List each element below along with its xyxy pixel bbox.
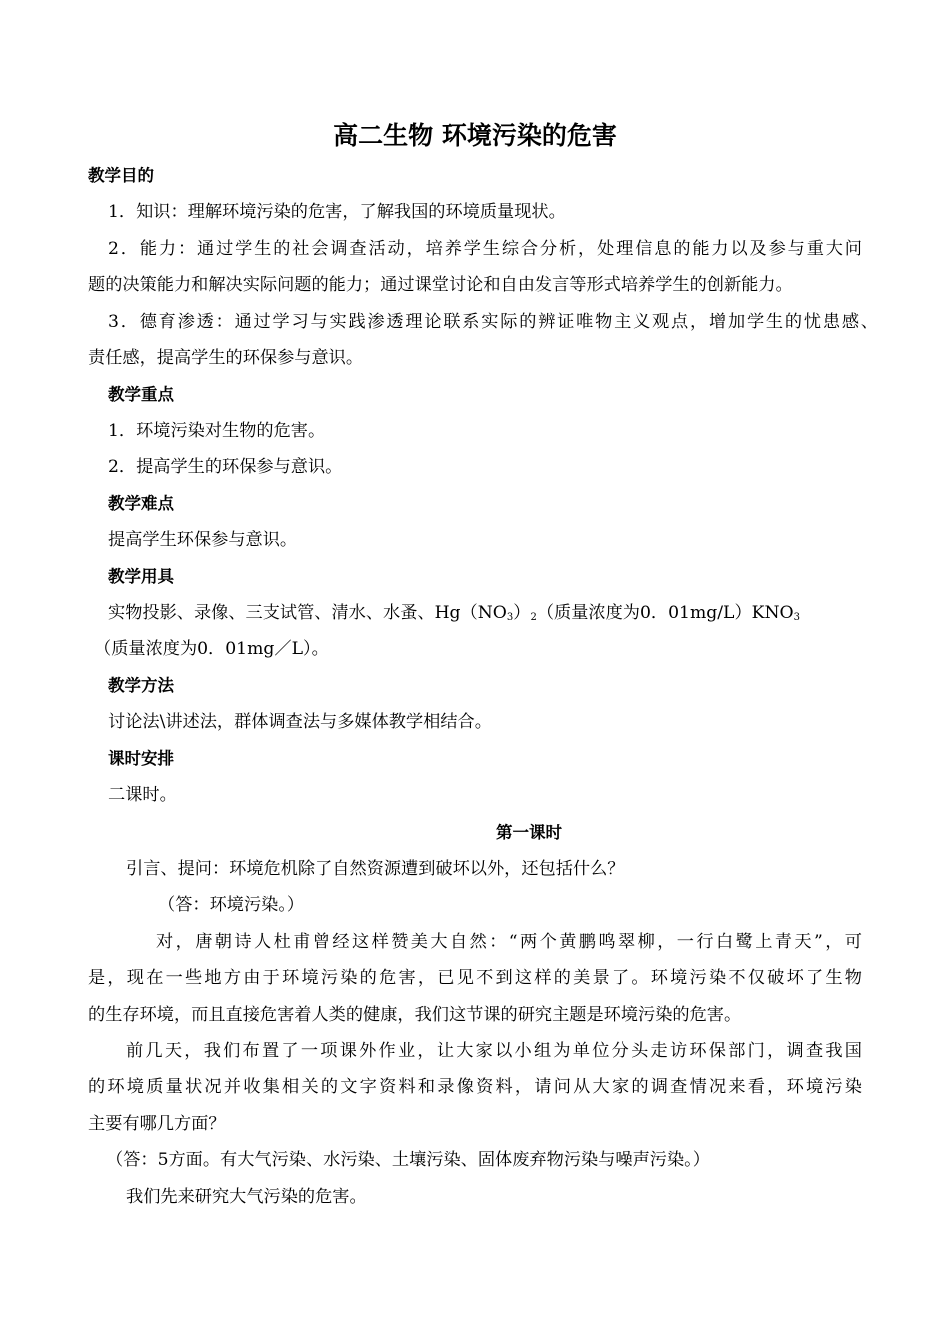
- lesson-1-para-4: 我们先来研究大气污染的危害。: [126, 1187, 367, 1207]
- lesson-1-para-2-line-3: 的生存环境，而且直接危害着人类的健康，我们这节课的研究主题是环境污染的危害。: [88, 1005, 742, 1025]
- schedule-heading: 课时安排: [108, 749, 174, 768]
- schedule-text: 二课时。: [108, 785, 177, 805]
- lesson-1-intro-question: 引言、提问：环境危机除了自然资源遭到破坏以外，还包括什么？: [126, 859, 625, 879]
- lesson-1-para-2-line-2: 是，现在一些地方由于环境污染的危害，已见不到这样的美景了。环境污染不仅破坏了生物: [88, 968, 862, 988]
- lesson-1-answer-2: （答：5方面。有大气污染、水污染、土壤污染、固体废弃物污染与噪声污染。）: [106, 1150, 710, 1170]
- document-title: 高二生物 环境污染的危害: [333, 121, 617, 150]
- tools-line-2: （质量浓度为0．01mg／L）。: [94, 639, 329, 659]
- difficulties-text: 提高学生环保参与意识。: [108, 530, 298, 550]
- lesson-1-para-3-line-2: 的环境质量状况并收集相关的文字资料和录像资料，请问从大家的调查情况来看，环境污染: [88, 1077, 862, 1097]
- lesson-1-para-3-line-1: 前几天，我们布置了一项课外作业，让大家以小组为单位分头走访环保部门，调查我国: [126, 1041, 862, 1061]
- lesson-1-answer-1: （答：环境污染。）: [158, 895, 305, 915]
- lesson-1-para-3-line-3: 主要有哪几方面？: [88, 1114, 226, 1134]
- objective-item-2-line-2: 题的决策能力和解决实际问题的能力；通过课堂讨论和自由发言等形式培养学生的创新能力。: [88, 275, 793, 295]
- tools-subscript-3: 3: [793, 612, 800, 623]
- objective-item-3-line-2: 责任感，提高学生的环保参与意识。: [88, 348, 364, 368]
- key-point-item-1: 1．环境污染对生物的危害。: [108, 421, 326, 441]
- tools-text-part-b: ）: [513, 603, 531, 623]
- tools-heading: 教学用具: [108, 567, 174, 586]
- tools-text-part-a: 实物投影、录像、三支试管、清水、水蚤、Hg（NO: [108, 603, 507, 623]
- objective-item-2-line-1: 2．能力：通过学生的社会调查活动，培养学生综合分析，处理信息的能力以及参与重大问: [108, 239, 862, 259]
- tools-subscript-1: 3: [506, 612, 514, 623]
- tools-text-part-c: （质量浓度为0．01mg/L）KNO: [536, 603, 794, 623]
- lesson-1-para-2-line-1: 对，唐朝诗人杜甫曾经这样赞美大自然：“两个黄鹏鸣翠柳，一行白鹭上青天”，可: [156, 932, 862, 952]
- objective-item-3-line-1: 3．德育渗透：通过学习与实践渗透理论联系实际的辨证唯物主义观点，增加学生的忧患感、: [108, 312, 878, 332]
- methods-text: 讨论法\讲述法，群体调查法与多媒体教学相结合。: [108, 712, 492, 732]
- lesson-1-heading: 第一课时: [496, 823, 562, 842]
- key-point-item-2: 2．提高学生的环保参与意识。: [108, 457, 343, 477]
- objectives-heading: 教学目的: [88, 166, 154, 185]
- difficulties-heading: 教学难点: [108, 494, 174, 513]
- tools-line-1: [108, 600, 898, 626]
- key-points-heading: 教学重点: [108, 385, 174, 404]
- objective-item-1: 1．知识：理解环境污染的危害，了解我国的环境质量现状。: [108, 202, 566, 222]
- tools-subscript-2: 2: [530, 612, 537, 623]
- methods-heading: 教学方法: [108, 676, 174, 695]
